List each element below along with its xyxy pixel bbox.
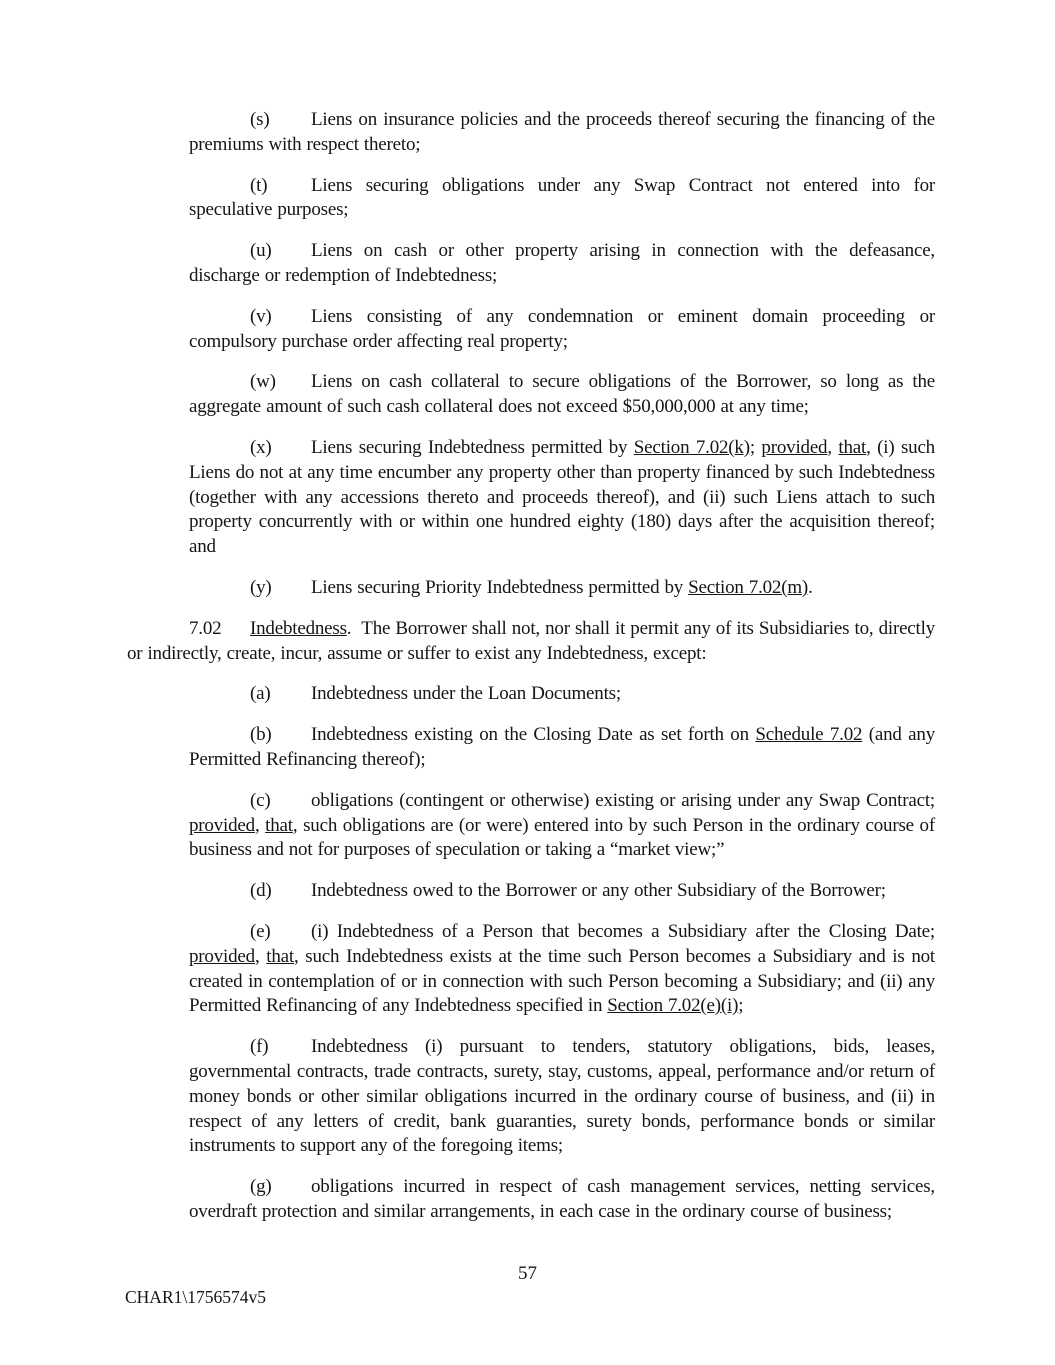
paragraph-s [189, 108, 935, 158]
text-segment: ; [738, 995, 744, 1017]
text-segment: (and any Permitted Refinancing thereof); [189, 724, 935, 770]
paragraph-label: (w) [250, 371, 276, 393]
paragraph-label: (t) [250, 174, 268, 196]
underlined-term: provided [189, 945, 255, 967]
text-segment: . The Borrower shall not, nor shall it permit any of its Subsidiaries to, directly or indirectly, create, incur, assume or suffer to exist any Indebtedness, except: [127, 617, 935, 664]
paragraph-label: (c) [250, 789, 271, 811]
text-segment: , such Indebtedness exists at the time such Person becomes a Subsidiary and is not created in contemplation of or in connection with such Person becoming a Subsidiary; and (ii) any Permitted Refinancing of any Indebtedness specified in [189, 945, 935, 1017]
text-segment: obligations (contingent or otherwise) existing or arising under any Swap Contract; [311, 789, 935, 811]
page-number: 57 [518, 1263, 537, 1284]
underlined-term: that [265, 814, 293, 836]
paragraph-t [189, 174, 935, 224]
paragraph-a [189, 682, 935, 707]
text-segment: Liens on cash collateral to secure obligations of the Borrower, so long as the aggregate amount of such cash collateral does not exceed $50,000,000 at any time; [189, 371, 935, 418]
text-segment: Liens on insurance policies and the proceeds thereof securing the financing of the premiums with respect thereto; [189, 109, 935, 155]
text-segment: Liens securing Indebtedness permitted by [311, 436, 634, 458]
text-segment: . [808, 576, 813, 598]
underlined-term: Section 7.02(m) [688, 576, 809, 598]
underlined-term: provided [189, 814, 255, 836]
text-segment: Liens consisting of any condemnation or eminent domain proceeding or compulsory purchase order affecting real property; [189, 305, 935, 352]
paragraph-v [189, 305, 935, 355]
paragraph-label: (y) [250, 576, 272, 598]
paragraph-label: (a) [250, 683, 271, 705]
text-segment: ; [749, 436, 762, 458]
paragraph-label: (b) [250, 724, 272, 746]
paragraph-b [189, 723, 935, 773]
text-segment: , (i) such Liens do not at any time encumber any property other than property financed by such Indebtedness (together with any accessions thereto and proceeds thereof), and (ii) such Liens attach to such property concurrently with or within one hundred eighty (180) days after the acquisition thereof; and [189, 436, 935, 558]
paragraph-label: (d) [250, 880, 272, 902]
text-segment: , [827, 436, 839, 458]
paragraph-y [189, 576, 935, 601]
underlined-term: Schedule 7.02 [755, 724, 863, 746]
paragraph-w [189, 370, 935, 420]
paragraph-label: (u) [250, 240, 272, 262]
text-segment: Indebtedness owed to the Borrower or any other Subsidiary of the Borrower; [311, 880, 886, 902]
text-segment: Liens securing Priority Indebtedness permitted by [311, 576, 689, 598]
section-number: 7.02 [189, 617, 222, 639]
text-segment: Indebtedness under the Loan Documents; [311, 683, 621, 705]
text-segment: Indebtedness existing on the Closing Date as set forth on [311, 724, 756, 746]
paragraph-sec-7-02 [127, 617, 935, 667]
underlined-term: Section 7.02(k) [633, 436, 750, 458]
paragraph-label: (x) [250, 436, 272, 458]
text-segment: , [254, 945, 267, 967]
paragraph-u [189, 239, 935, 289]
underlined-term: that [266, 945, 294, 967]
underlined-term: Indebtedness [250, 617, 347, 639]
underlined-term: provided [761, 436, 828, 458]
paragraph-label: (e) [250, 920, 271, 942]
text-segment: (i) Indebtedness of a Person that becomes a Subsidiary after the Closing Date; [311, 920, 935, 942]
text-segment: Indebtedness (i) pursuant to tenders, statutory obligations, bids, leases, governmental contracts, trade contracts, surety, stay, customs, appeal, performance and/or return of money bonds or other similar obligations incurred in the ordinary course of business, and (ii) in respect of any letters of credit, bank guaranties, surety bonds, performance bonds or similar instruments to support any of the foregoing items; [189, 1036, 935, 1157]
paragraph-e [189, 920, 935, 1019]
paragraph-label: (s) [250, 109, 270, 130]
underlined-term: that [838, 436, 867, 458]
paragraph-g [189, 1175, 935, 1225]
underlined-term: Section 7.02(e)(i) [607, 995, 739, 1017]
paragraph-d [189, 879, 935, 904]
paragraph-label: (v) [250, 305, 272, 327]
paragraph-label: (g) [250, 1176, 272, 1198]
document-body [127, 108, 935, 1225]
paragraph-c [189, 789, 935, 863]
text-segment: obligations incurred in respect of cash management services, netting services, overdraft protection and similar arrangements, in each case in the ordinary course of business; [189, 1176, 935, 1222]
paragraph-label: (f) [250, 1036, 269, 1058]
text-segment: Liens securing obligations under any Swap Contract not entered into for speculative purposes; [189, 174, 935, 221]
text-segment: , [254, 814, 266, 836]
text-segment: Liens on cash or other property arising in connection with the defeasance, discharge or redemption of Indebtedness; [189, 240, 935, 286]
paragraph-f [189, 1035, 935, 1159]
document-id-footer: CHAR1\1756574v5 [125, 1287, 266, 1307]
paragraph-x [189, 436, 935, 560]
text-segment: , such obligations are (or were) entered into by such Person in the ordinary course of business and not for purposes of speculation or taking a “market view;” [189, 814, 935, 861]
